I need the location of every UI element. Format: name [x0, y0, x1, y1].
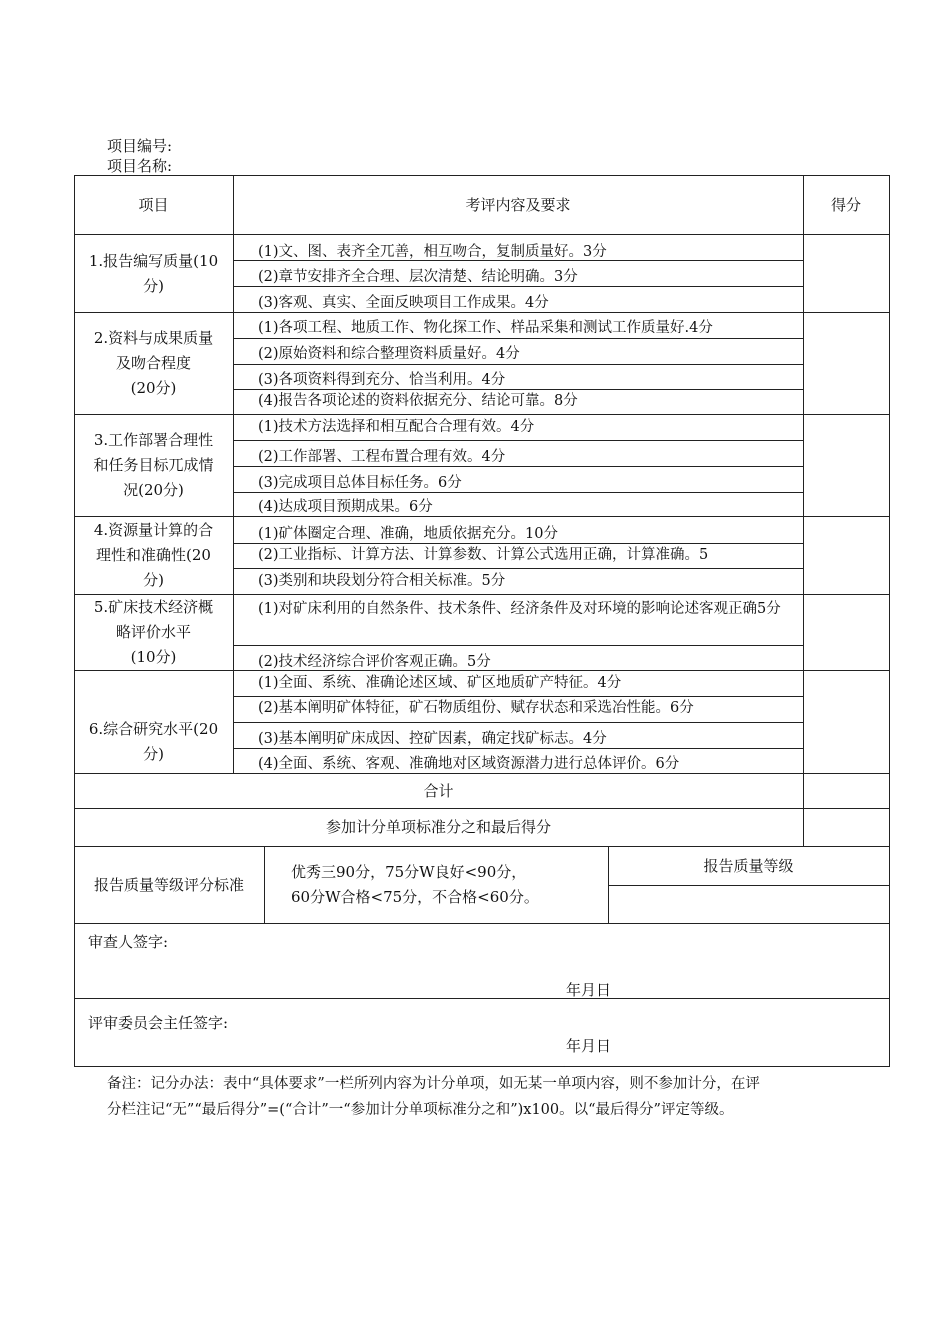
section-3-title: 3.工作部署合理性 和任务目标兀成情 况(20分): [93, 431, 214, 499]
final-score-label: 参加计分单项标准分之和最后得分: [325, 818, 551, 836]
section-1-title: 1.报告编写质量(10 分): [88, 251, 219, 295]
section-5-title: 5.矿床技术经济概 略评价水平 (10分): [93, 598, 214, 666]
section-2-item-3: (3)各项资料得到充分、恰当利用。4分: [258, 372, 506, 388]
header-content: 考评内容及要求: [465, 195, 571, 214]
section-6-item-2: (2)基本阐明矿体特征，矿石物质组份、赋存状态和采选冶性能。6分: [258, 700, 694, 716]
section-3-item-3: (3)完成项目总体目标任务。6分: [258, 475, 462, 491]
chair-date-label: 年月日: [566, 1037, 612, 1055]
section-4-item-1: (1)矿体圈定合理、准确，地质依据充分。10分: [258, 526, 558, 542]
section-5-item-1: (1)对矿床利用的自然条件、技术条件、经济条件及对环境的影响论述客观正确5分: [258, 601, 781, 617]
project-number-label: 项目编号:: [107, 137, 173, 155]
header-score: 得分: [830, 195, 861, 214]
section-6-item-4: (4)全面、系统、客观、准确地对区域资源潜力进行总体评价。6分: [258, 756, 680, 772]
project-name-label: 项目名称:: [107, 157, 173, 175]
header-item: 项目: [138, 195, 169, 214]
section-1-item-1: (1)文、图、表齐全兀善，相互吻合，复制质量好。3分: [258, 244, 607, 260]
section-2-item-1: (1)各项工程、地质工作、物化探工作、样品采集和测试工作质量好.4分: [258, 320, 713, 336]
section-2-item-4: (4)报告各项论述的资料依据充分、结论可靠。8分: [258, 393, 578, 409]
reviewer-signature-label: 审查人签字:: [88, 933, 169, 951]
note-line-2: 分栏注记“无”“最后得分”=(“合计”一“参加计分单项标准分之和”)x100。以“最后得分”评定等级。: [107, 1102, 734, 1118]
section-5-item-2: (2)技术经济综合评价客观正确。5分: [258, 654, 491, 670]
section-3-item-4: (4)达成项目预期成果。6分: [258, 499, 433, 515]
section-6-title: 6.综合研究水平(20 分): [88, 719, 219, 763]
section-4-item-2: (2)工业指标、计算方法、计算参数、计算公式选用正确，计算准确。5: [258, 547, 709, 563]
grade-standard-line-2: 60分W合格<75分，不合格<60分。: [291, 888, 539, 906]
note-line-1: 备注：记分办法：表中“具体要求”一栏所列内容为计分单项，如无某一单项内容，则不参加计分，在评: [107, 1076, 760, 1092]
section-2-item-2: (2)原始资料和综合整理资料质量好。4分: [258, 346, 520, 362]
section-4-title: 4.资源量计算的合 理性和准确性(20 分): [93, 521, 214, 589]
grade-standard-line-1: 优秀三90分，75分W良好<90分，: [291, 863, 527, 881]
reviewer-date-label: 年月日: [566, 981, 612, 999]
total-label: 合计: [423, 781, 454, 800]
section-6-item-3: (3)基本阐明矿床成因、控矿因素，确定找矿标志。4分: [258, 731, 607, 747]
grade-label: 报告质量等级: [703, 856, 794, 875]
section-6-item-1: (1)全面、系统、准确论述区域、矿区地质矿产特征。4分: [258, 675, 622, 691]
section-4-item-3: (3)类别和块段划分符合相关标准。5分: [258, 573, 506, 589]
grade-standard-label: 报告质量等级评分标准: [93, 875, 244, 894]
chair-signature-label: 评审委员会主任签字:: [88, 1014, 229, 1032]
section-1-item-2: (2)章节安排齐全合理、层次清楚、结论明确。3分: [258, 269, 578, 285]
section-3-item-1: (1)技术方法选择和相互配合合理有效。4分: [258, 419, 535, 435]
section-2-title: 2.资料与成果质量 及吻合程度 (20分): [93, 329, 214, 397]
section-3-item-2: (2)工作部署、工程布置合理有效。4分: [258, 449, 506, 465]
section-1-item-3: (3)客观、真实、全面反映项目工作成果。4分: [258, 295, 549, 311]
